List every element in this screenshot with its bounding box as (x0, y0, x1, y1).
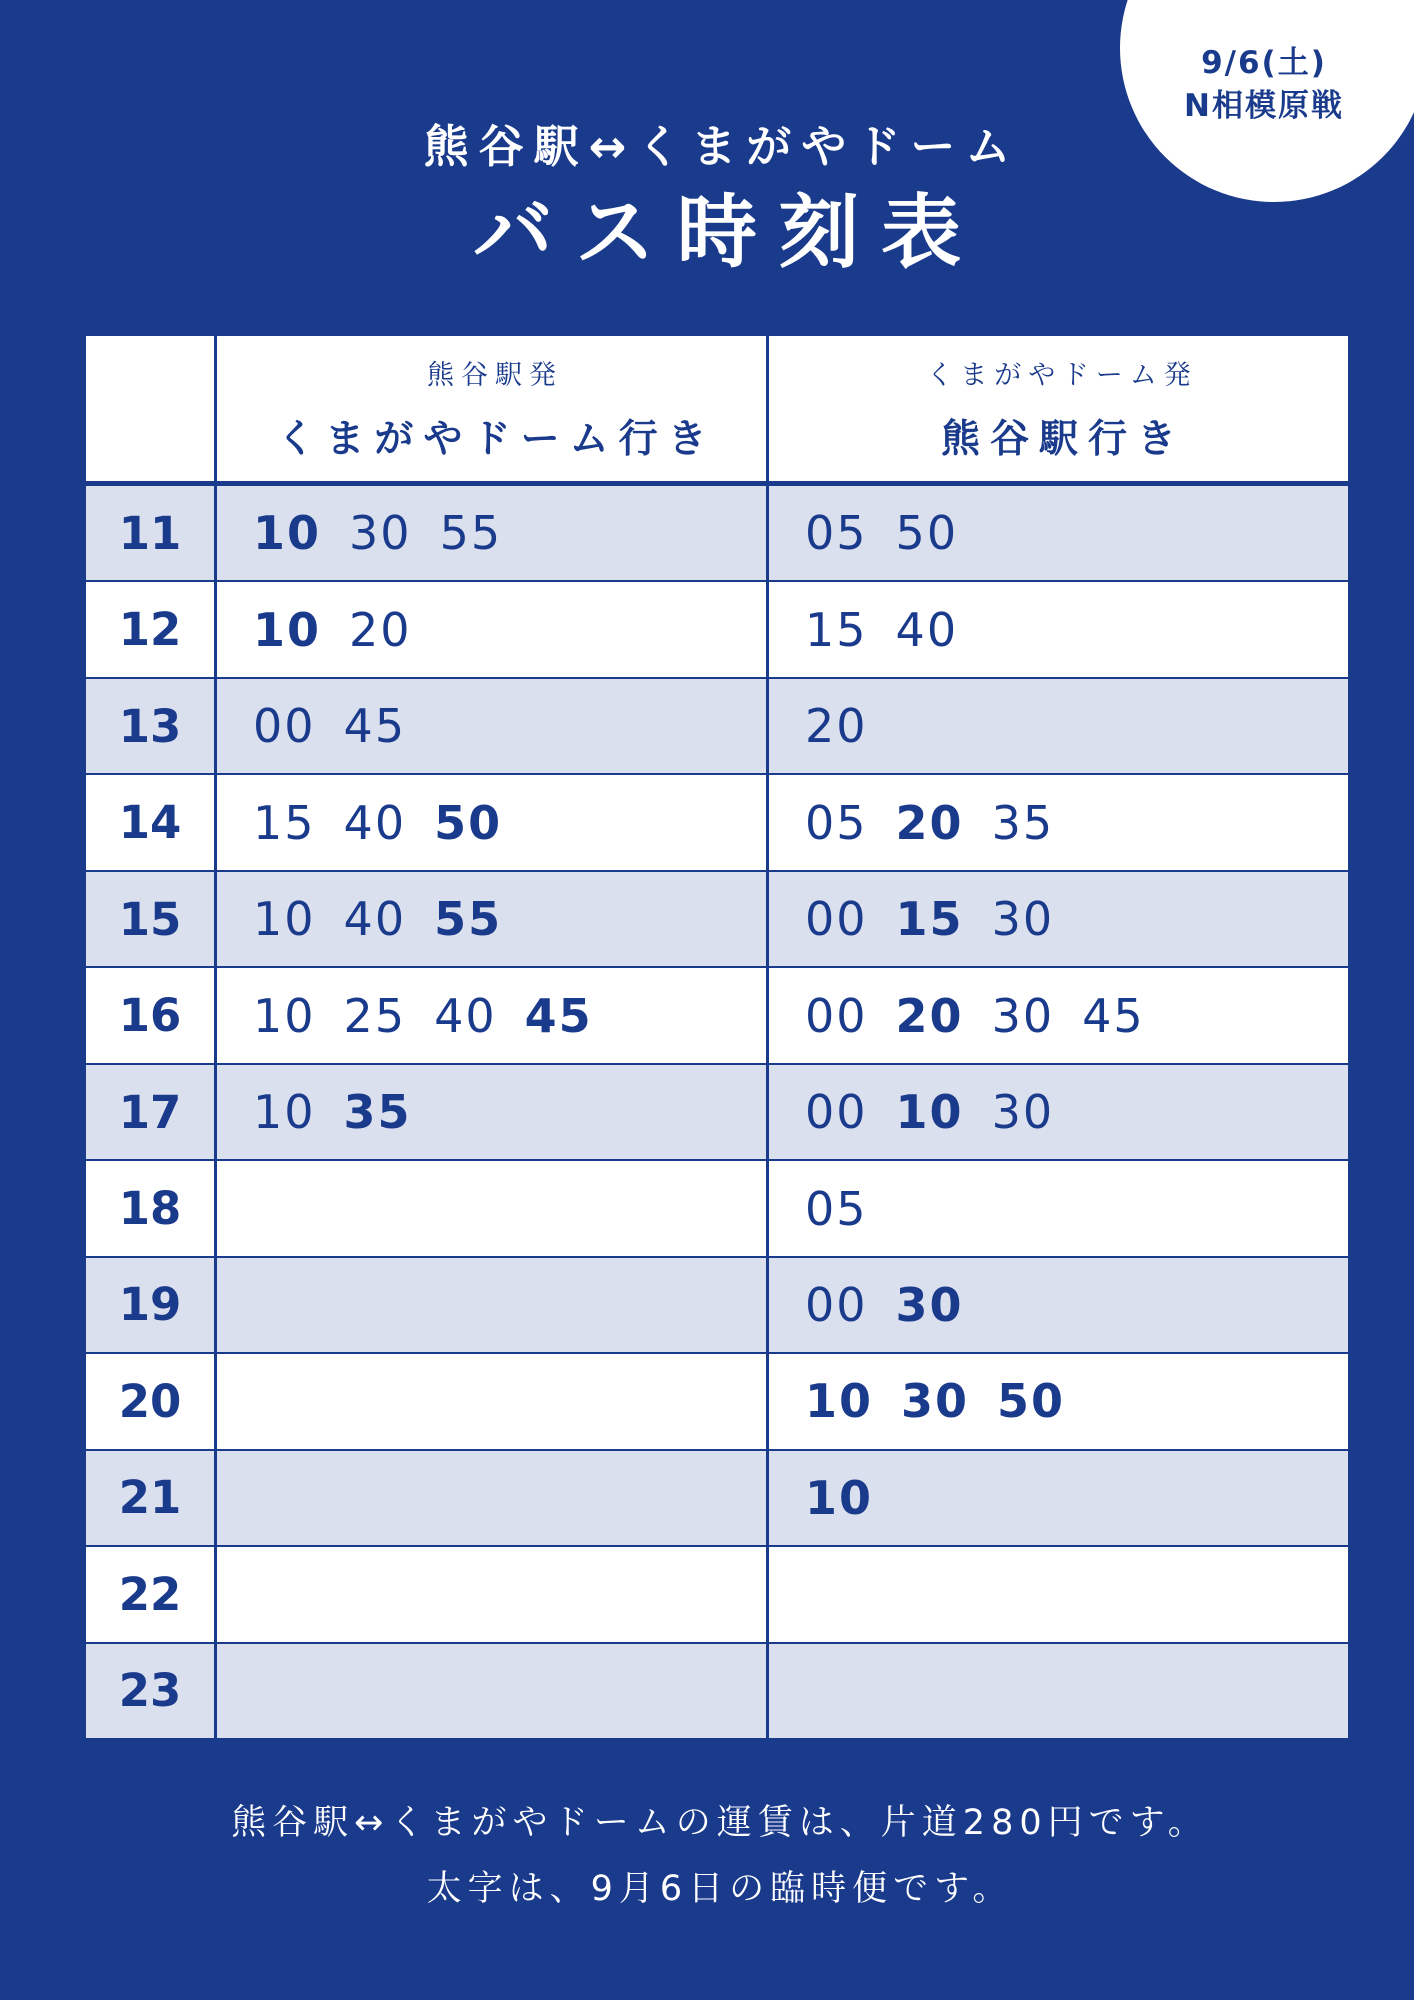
times-to-station-cell (766, 872, 1348, 966)
title-block (86, 120, 1348, 279)
time-token: 40 (895, 602, 959, 657)
table-row (86, 486, 1348, 580)
times-to-dome-cell (214, 1547, 766, 1641)
time-token: 00 (253, 699, 316, 754)
time-token: 40 (434, 988, 497, 1043)
to-dome-header-sub: 熊谷駅発 (427, 360, 563, 391)
time-token: 40 (343, 795, 407, 850)
time-token: 10 (895, 1085, 964, 1140)
hour-cell: 20 (118, 1374, 182, 1428)
time-token: 00 (805, 892, 868, 947)
time-token: 45 (343, 699, 407, 754)
bus-timetable (86, 336, 1348, 1738)
hour-cell: 19 (118, 1278, 182, 1332)
time-token: 05 (805, 506, 868, 561)
times-to-dome-cell (214, 1161, 766, 1255)
table-row (86, 773, 1348, 869)
times-to-station-cell (766, 1451, 1348, 1545)
time-token: 10 (253, 602, 322, 657)
fare-note: 熊谷駅↔くまがやドームの運賃は、片道280円です。 (231, 1803, 1209, 1843)
table-body (86, 486, 1348, 1738)
time-token: 10 (253, 892, 316, 947)
table-row (86, 1063, 1348, 1159)
table-row (86, 1545, 1348, 1641)
bold-legend-note: 太字は、9月6日の臨時便です。 (426, 1869, 1014, 1909)
hour-cell: 11 (118, 506, 182, 560)
hour-cell: 15 (118, 892, 182, 946)
times-to-dome-cell (214, 582, 766, 676)
time-token: 00 (805, 988, 868, 1043)
table-header (86, 336, 1348, 486)
hour-cell: 17 (118, 1085, 182, 1139)
hour-cell: 21 (118, 1471, 182, 1525)
hour-cell: 14 (118, 796, 182, 850)
badge-date: 9/6(土) (1201, 45, 1327, 81)
times-to-dome-cell (214, 679, 766, 773)
time-token: 20 (895, 795, 964, 850)
badge-match: N相模原戦 (1184, 87, 1344, 124)
event-badge-text (1120, 42, 1408, 128)
time-token: 40 (343, 892, 407, 947)
time-token: 15 (253, 795, 316, 850)
table-row (86, 580, 1348, 676)
to-station-header-main: 熊谷駅行き (940, 417, 1186, 462)
times-to-station-cell (766, 679, 1348, 773)
time-token: 10 (805, 1374, 874, 1429)
hour-cell: 23 (118, 1664, 182, 1718)
time-token: 20 (895, 988, 964, 1043)
hour-cell: 12 (118, 603, 182, 657)
times-to-station-cell (766, 1161, 1348, 1255)
time-token: 10 (253, 988, 316, 1043)
time-token: 30 (895, 1277, 964, 1332)
time-token: 05 (805, 795, 868, 850)
times-to-station-cell (766, 582, 1348, 676)
time-token: 30 (901, 1374, 970, 1429)
time-token: 00 (805, 1085, 868, 1140)
times-to-dome-cell (214, 872, 766, 966)
time-token: 30 (991, 892, 1055, 947)
time-token: 50 (997, 1374, 1066, 1429)
time-token: 35 (343, 1085, 412, 1140)
hour-cell: 16 (118, 989, 182, 1043)
footer-notes (86, 1802, 1348, 1910)
table-row (86, 870, 1348, 966)
times-to-dome-cell (214, 968, 766, 1062)
to-dome-header-main: くまがやドーム行き (276, 417, 717, 462)
times-to-dome-cell (214, 1258, 766, 1352)
table-row (86, 966, 1348, 1062)
time-token: 20 (805, 699, 868, 754)
table-row (86, 1449, 1348, 1545)
table-row (86, 1159, 1348, 1255)
hour-cell: 13 (118, 699, 182, 753)
times-to-station-cell (766, 1354, 1348, 1448)
time-token: 10 (805, 1470, 874, 1525)
time-token: 30 (349, 506, 412, 561)
times-to-dome-cell (214, 1644, 766, 1738)
table-row (86, 1642, 1348, 1738)
to-station-header-cell (766, 336, 1348, 481)
time-token: 00 (805, 1277, 868, 1332)
times-to-station-cell (766, 968, 1348, 1062)
time-token: 10 (253, 1085, 316, 1140)
times-to-dome-cell (214, 1065, 766, 1159)
times-to-dome-cell (214, 775, 766, 869)
table-row (86, 1256, 1348, 1352)
to-station-header-sub: くまがやドーム発 (926, 360, 1198, 391)
time-token: 15 (895, 892, 964, 947)
times-to-dome-cell (214, 1354, 766, 1448)
hour-cell: 22 (118, 1567, 182, 1621)
time-token: 25 (343, 988, 407, 1043)
time-token: 45 (1082, 988, 1145, 1043)
page-title: バス時刻表 (473, 186, 983, 279)
route-title: 熊谷駅↔くまがやドーム (423, 120, 1021, 173)
times-to-dome-cell (214, 1451, 766, 1545)
time-token: 45 (524, 988, 593, 1043)
time-token: 30 (991, 988, 1055, 1043)
times-to-station-cell (766, 1644, 1348, 1738)
times-to-station-cell (766, 1065, 1348, 1159)
time-token: 05 (805, 1181, 868, 1236)
time-token: 55 (439, 506, 503, 561)
to-dome-header-cell (214, 336, 766, 481)
times-to-dome-cell (214, 486, 766, 580)
time-token: 15 (805, 602, 868, 657)
time-token: 55 (434, 892, 503, 947)
times-to-station-cell (766, 1258, 1348, 1352)
time-token: 10 (253, 506, 322, 561)
table-row (86, 677, 1348, 773)
time-token: 30 (991, 1085, 1055, 1140)
times-to-station-cell (766, 775, 1348, 869)
time-token: 20 (349, 602, 412, 657)
time-token: 35 (991, 795, 1055, 850)
time-token: 50 (434, 795, 503, 850)
hour-cell: 18 (118, 1182, 182, 1236)
table-row (86, 1352, 1348, 1448)
time-token: 50 (895, 506, 959, 561)
times-to-station-cell (766, 1547, 1348, 1641)
hour-header-cell (86, 336, 214, 481)
times-to-station-cell (766, 486, 1348, 580)
